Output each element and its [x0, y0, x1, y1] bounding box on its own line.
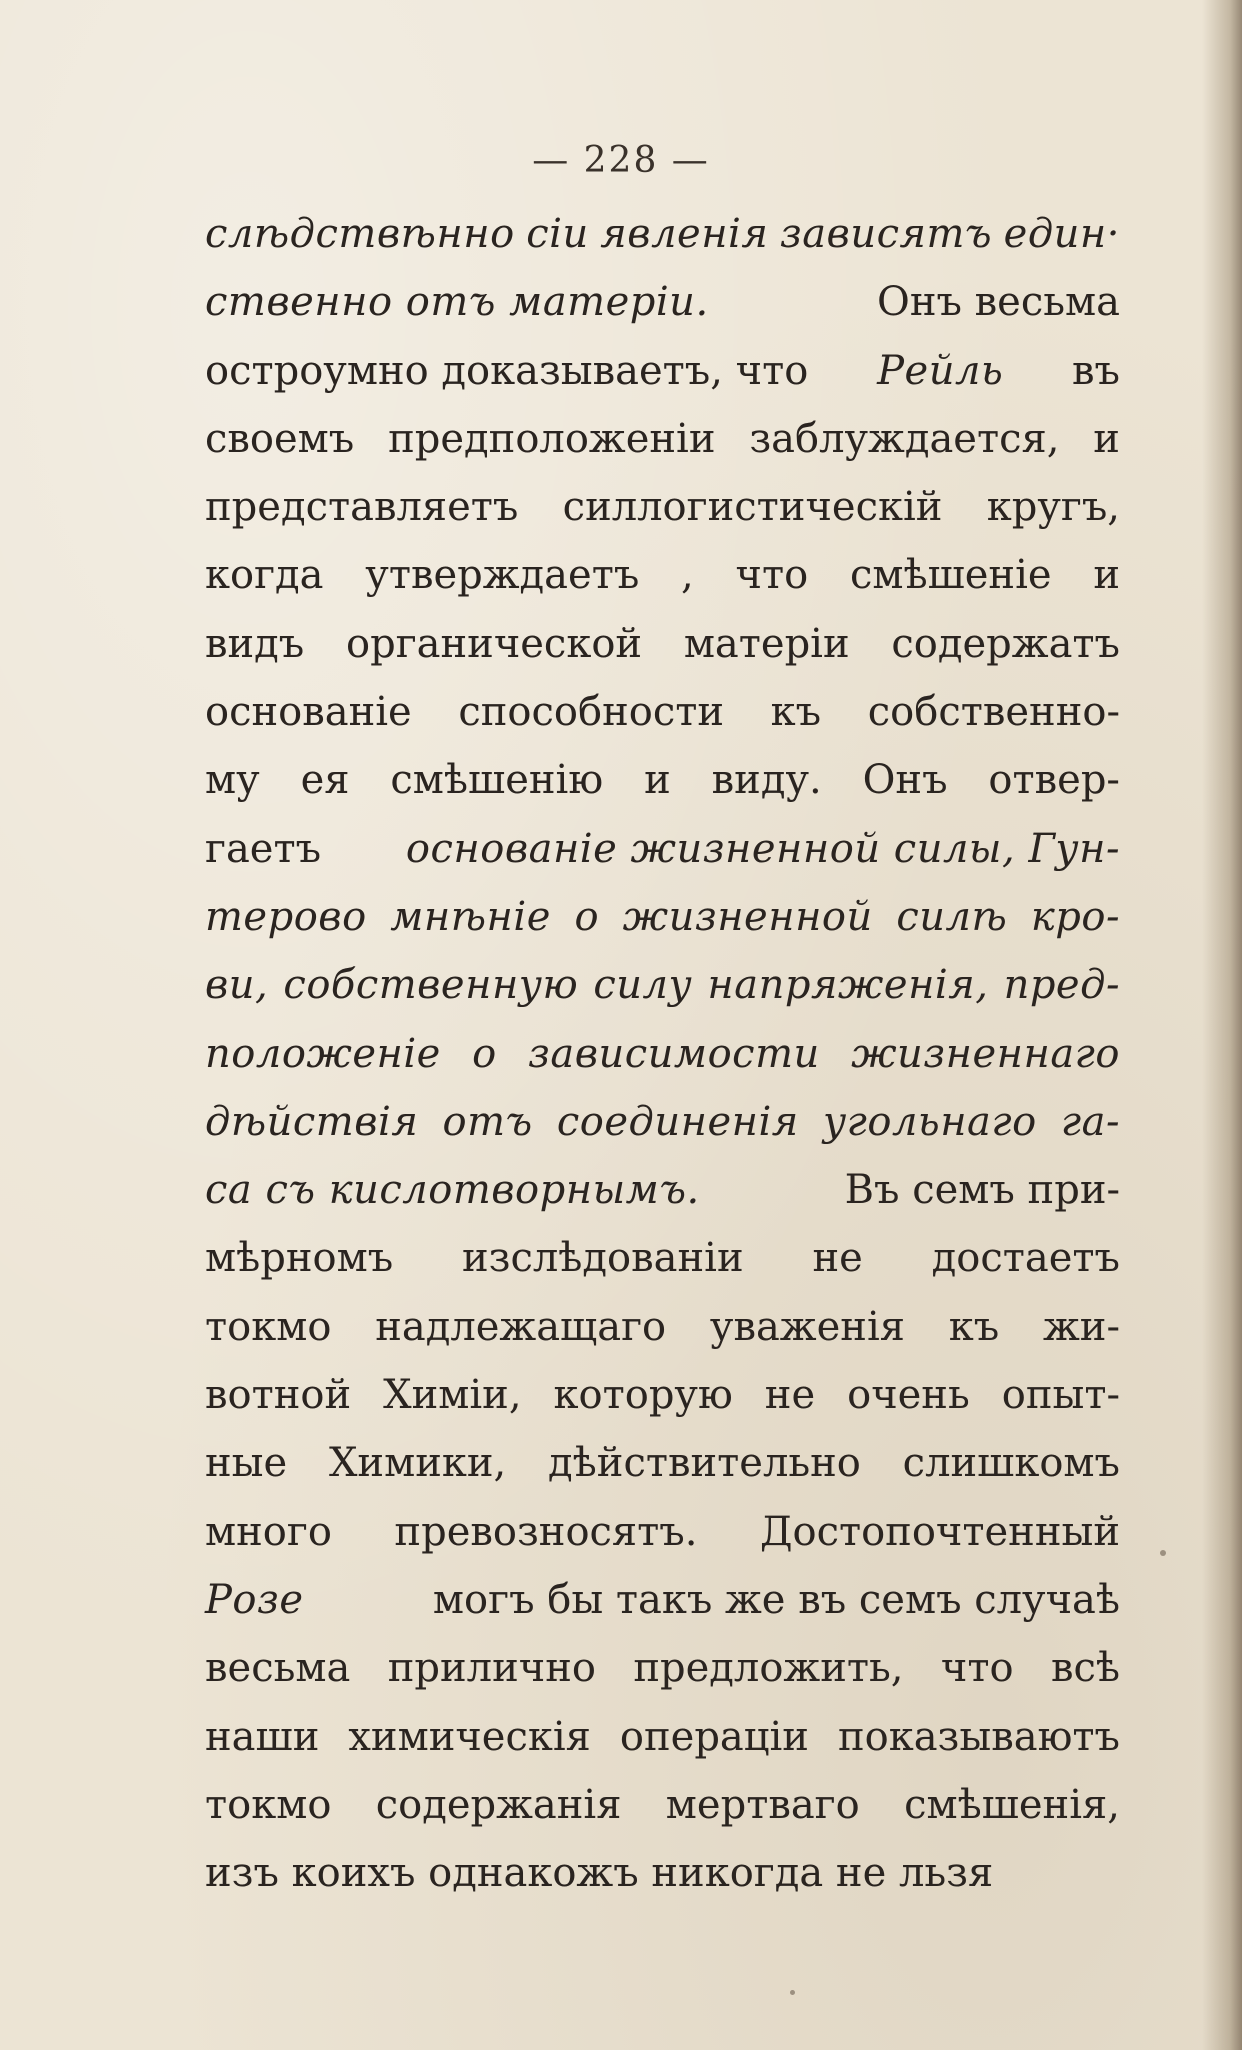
body-text — [205, 200, 1120, 1907]
text-line — [205, 200, 1120, 268]
text-line — [205, 268, 1120, 336]
text-line — [205, 337, 1120, 405]
text-line — [205, 610, 1120, 678]
text-segment: мѣрномъ изслѣдованіи не достаетъ — [205, 1235, 1120, 1282]
text-line — [205, 1361, 1120, 1429]
text-segment: остроумно доказываетъ, что — [205, 347, 809, 394]
paper-speck — [790, 1990, 795, 1995]
text-line — [205, 473, 1120, 541]
text-segment: гаетъ — [205, 825, 322, 872]
italic-text-segment: ви, собственную силу напряженія, пред- — [205, 962, 1120, 1009]
page-gutter-shadow — [1202, 0, 1242, 2050]
text-line — [205, 1293, 1120, 1361]
italic-text-segment: ственно отъ матеріи. — [205, 279, 709, 326]
text-line — [205, 1839, 1120, 1907]
text-line — [205, 1020, 1120, 1088]
italic-text-segment: Рейль — [877, 347, 1004, 394]
text-line — [205, 541, 1120, 609]
text-line — [205, 1703, 1120, 1771]
text-line — [205, 405, 1120, 473]
italic-text-segment: основаніе жизненной силы, Гун- — [405, 825, 1120, 872]
italic-text-segment: слѣдствѣнно сіи явленія зависятъ един· — [205, 211, 1120, 257]
text-line — [205, 1224, 1120, 1292]
paper-speck — [1160, 1550, 1166, 1556]
text-segment: токмо надлежащаго уваженія къ жи- — [205, 1303, 1120, 1350]
text-line — [205, 1566, 1120, 1634]
text-segment: основаніе способности къ собственно- — [205, 689, 1120, 736]
text-segment: своемъ предположеніи заблуждается, и — [205, 415, 1120, 462]
italic-text-segment: са съ кислотворнымъ. — [205, 1167, 700, 1214]
text-line — [205, 1771, 1120, 1839]
text-segment: представляетъ силлогистическій кругъ, — [205, 484, 1120, 531]
text-segment: весьма прилично предложить, что всѣ — [205, 1645, 1120, 1692]
text-line — [205, 951, 1120, 1019]
italic-text-segment: дѣйствія отъ соединенія угольнаго га- — [205, 1098, 1120, 1145]
text-line — [205, 1498, 1120, 1566]
text-segment: изъ коихъ однакожъ никогда не льзя — [205, 1850, 994, 1897]
italic-text-segment: положеніе о зависимости жизненнаго — [205, 1030, 1120, 1077]
text-segment: видъ органической матеріи содержатъ — [205, 620, 1120, 667]
italic-text-segment: терово мнѣніе о жизненной силѣ кро- — [205, 893, 1120, 940]
text-segment: въ — [1072, 347, 1120, 394]
page-number: — 228 — — [532, 140, 710, 181]
text-line — [205, 1429, 1120, 1497]
text-segment: му ея смѣшенію и виду. Онъ отвер- — [205, 757, 1120, 804]
text-line — [205, 883, 1120, 951]
text-segment: Въ семъ при- — [844, 1167, 1120, 1214]
text-segment: Онъ весьма — [877, 279, 1120, 326]
text-segment: токмо содержанія мертваго смѣшенія, — [205, 1781, 1120, 1828]
text-line — [205, 1156, 1120, 1224]
text-line — [205, 1088, 1120, 1156]
text-segment: могъ бы такъ же въ семъ случаѣ — [432, 1576, 1120, 1623]
text-segment: ные Химики, дѣйствительно слишкомъ — [205, 1440, 1120, 1487]
text-segment: наши химическія операціи показываютъ — [205, 1713, 1120, 1760]
text-line — [205, 678, 1120, 746]
text-segment: вотной Химіи, которую не очень опыт- — [205, 1372, 1120, 1419]
italic-text-segment: Розе — [205, 1576, 304, 1623]
text-segment: много превозносятъ. Достопочтенный — [205, 1508, 1120, 1555]
text-line — [205, 746, 1120, 814]
text-segment: когда утверждаетъ , что смѣшеніе и — [205, 552, 1120, 599]
text-line — [205, 815, 1120, 883]
text-line — [205, 1634, 1120, 1702]
